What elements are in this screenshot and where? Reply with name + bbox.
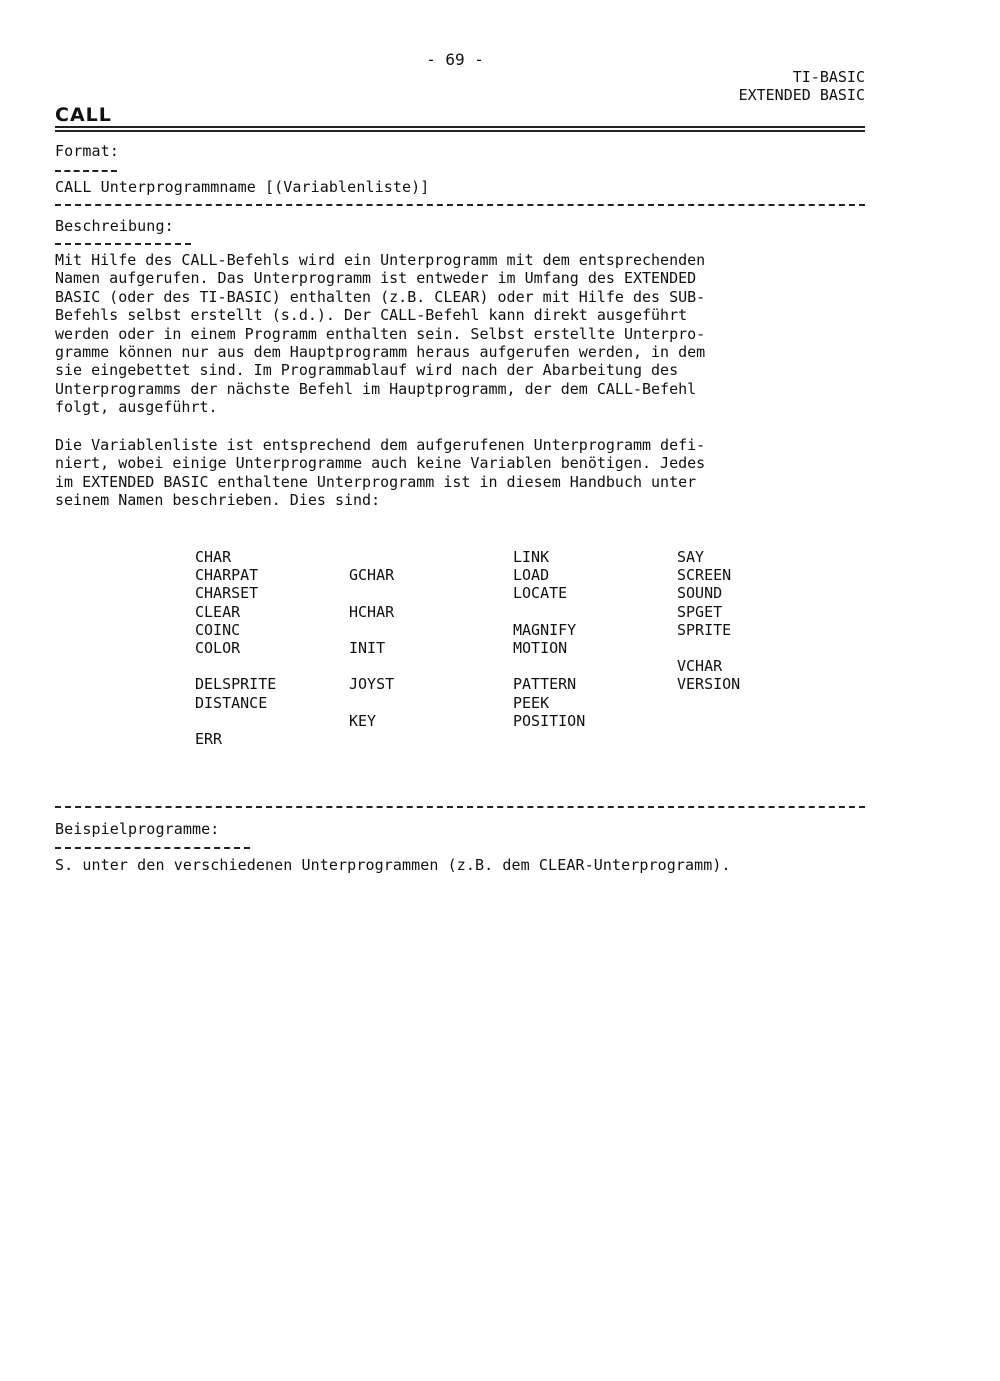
list-item — [349, 730, 394, 748]
beschreibung-paragraph-2 — [55, 436, 870, 510]
list-item — [349, 548, 394, 566]
list-item: COINC — [195, 620, 241, 639]
list-item: DELSPRITE — [195, 675, 277, 694]
list-item — [195, 712, 276, 730]
paragraph-line: sie eingebettet sind. Im Programmablauf wird nach der Abarbeitung des — [55, 361, 679, 380]
list-item: JOYST — [349, 675, 395, 694]
list-item — [349, 694, 394, 712]
paragraph-line: Mit Hilfe des CALL-Befehls wird ein Unterprogramm mit dem entsprechenden — [55, 251, 706, 269]
list-item — [349, 657, 394, 675]
list-item: CLEAR — [195, 602, 241, 621]
beschreibung-heading-underline — [55, 243, 191, 245]
list-item: CHARPAT — [195, 566, 259, 585]
list-item: LOAD — [513, 566, 550, 585]
list-item — [513, 603, 585, 621]
list-item: PATTERN — [513, 675, 577, 694]
format-syntax: CALL Unterprogrammname [(Variablenliste)] — [55, 178, 430, 196]
paragraph-line: BASIC (oder des TI-BASIC) enthalten (z.B. CLEAR) oder mit Hilfe des SUB- — [55, 287, 706, 306]
list-item: GCHAR — [349, 566, 395, 585]
subprogram-column-4 — [677, 548, 740, 748]
list-item: POSITION — [513, 711, 586, 730]
beschreibung-paragraph-1 — [55, 251, 870, 417]
paragraph-line: folgt, ausgeführt. — [55, 398, 218, 417]
beschreibung-heading: Beschreibung: — [55, 217, 174, 235]
title-double-rule — [55, 126, 865, 132]
subprogram-column-2 — [349, 548, 394, 748]
format-divider — [55, 204, 865, 206]
paragraph-line: im EXTENDED BASIC enthaltene Unterprogramm ist in diesem Handbuch unter — [55, 472, 697, 491]
paragraph-line: seinem Namen beschrieben. Dies sind: — [55, 491, 381, 510]
page-title: CALL — [55, 104, 112, 126]
beispiel-heading-underline — [55, 847, 250, 849]
subprogram-column-1 — [195, 548, 276, 748]
list-item: SCREEN — [677, 566, 732, 585]
list-item: MAGNIFY — [513, 620, 577, 639]
paragraph-line: Namen aufgerufen. Das Unterprogramm ist entweder im Umfang des EXTENDED — [55, 269, 697, 288]
list-item: PEEK — [513, 693, 550, 712]
list-item — [349, 621, 394, 639]
paragraph-line: Unterprogramms der nächste Befehl im Hauptprogramm, der dem CALL-Befehl — [55, 379, 697, 398]
list-item: LINK — [513, 548, 550, 566]
list-item — [677, 694, 740, 712]
list-item — [513, 657, 585, 675]
format-heading: Format: — [55, 142, 119, 160]
list-item: VCHAR — [677, 657, 723, 676]
list-item: CHARSET — [195, 584, 259, 603]
paragraph-line: gramme können nur aus dem Hauptprogramm heraus aufgerufen werden, in dem — [55, 343, 706, 362]
beispiel-divider — [55, 806, 865, 808]
beispiel-heading: Beispielprogramme: — [55, 820, 220, 838]
list-item: HCHAR — [349, 602, 395, 621]
list-item: ERR — [195, 729, 223, 748]
list-item: MOTION — [513, 638, 568, 657]
list-item: SOUND — [677, 584, 723, 603]
paragraph-line: niert, wobei einige Unterprogramme auch keine Variablen benötigen. Jedes — [55, 454, 706, 473]
list-item: INIT — [349, 638, 386, 657]
list-item: COLOR — [195, 638, 241, 657]
list-item: SPRITE — [677, 620, 732, 639]
list-item: DISTANCE — [195, 693, 268, 712]
format-heading-underline — [55, 170, 117, 172]
paragraph-line: Die Variablenliste ist entsprechend dem aufgerufenen Unterprogramm defi- — [55, 436, 706, 454]
list-item: SAY — [677, 548, 705, 566]
subprogram-column-3 — [513, 548, 585, 748]
list-item — [513, 730, 585, 748]
paragraph-line: werden oder in einem Programm enthalten sein. Selbst erstellte Unterpro- — [55, 324, 706, 343]
list-item — [195, 657, 276, 675]
list-item — [349, 584, 394, 602]
paragraph-line: Befehls selbst erstellt (s.d.). Der CALL-Befehl kann direkt ausgeführt — [55, 306, 688, 325]
page-number: - 69 - — [426, 50, 484, 69]
list-item — [677, 639, 740, 657]
running-header — [739, 68, 865, 104]
list-item — [677, 730, 740, 748]
list-item — [677, 712, 740, 730]
header-line-ti-basic: TI-BASIC — [792, 68, 865, 86]
header-line-extended-basic: EXTENDED BASIC — [738, 86, 865, 104]
list-item: LOCATE — [513, 584, 568, 603]
list-item: VERSION — [677, 675, 741, 694]
list-item: KEY — [349, 711, 377, 730]
beispiel-text: S. unter den verschiedenen Unterprogrammen (z.B. dem CLEAR-Unterprogramm). — [55, 856, 731, 874]
list-item: CHAR — [195, 548, 232, 566]
list-item: SPGET — [677, 602, 723, 621]
